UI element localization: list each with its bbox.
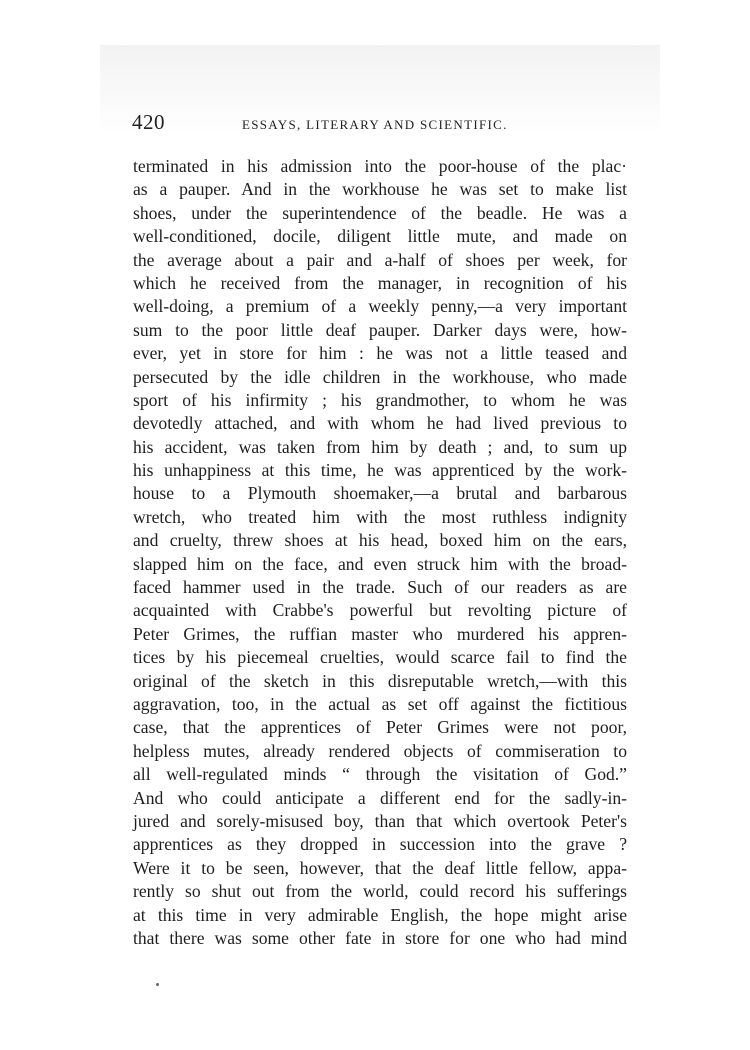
running-head: ESSAYS, LITERARY AND SCIENTIFIC. xyxy=(242,117,508,132)
text-line: jured and sorely-misused boy, than that which overtook Peter's xyxy=(133,810,627,831)
text-line: original of the sketch in this disreputable wretch,—with this xyxy=(133,670,627,691)
text-line: all well-regulated minds “ through the visitation of God.” xyxy=(133,764,627,785)
text-line: aggravation, too, in the actual as set off against the fictitious xyxy=(133,693,627,714)
body-text xyxy=(133,155,627,950)
text-line: apprentices as they dropped in succession into the grave ? xyxy=(133,834,627,855)
text-line: well-doing, a premium of a weekly penny,—a very important xyxy=(133,296,627,317)
text-line: his accident, was taken from him by death ; and, to sum up xyxy=(133,436,627,457)
text-line: that there was some other fate in store for one who had mind xyxy=(133,927,627,948)
text-line: sport of his infirmity ; his grandmother, to whom he was xyxy=(133,389,627,410)
text-line: wretch, who treated him with the most ruthless indignity xyxy=(133,506,627,527)
text-line: terminated in his admission into the poor-house of the plac· xyxy=(133,156,627,176)
text-line: slapped him on the face, and even struck him with the broad- xyxy=(133,553,627,574)
text-line: devotedly attached, and with whom he had lived previous to xyxy=(133,413,627,434)
text-line: And who could anticipate a different end for the sadly-in- xyxy=(133,787,627,808)
text-line: the average about a pair and a-half of shoes per week, for xyxy=(133,249,627,270)
ink-speck xyxy=(156,983,159,986)
text-line: which he received from the manager, in recognition of his xyxy=(133,272,627,293)
text-line: at this time in very admirable English, the hope might arise xyxy=(133,904,627,925)
text-line: as a pauper. And in the workhouse he was set to make list xyxy=(133,179,627,200)
text-line: his unhappiness at this time, he was apprenticed by the work- xyxy=(133,460,627,481)
text-line: and cruelty, threw shoes at his head, boxed him on the ears, xyxy=(133,530,627,551)
text-line: faced hammer used in the trade. Such of our readers as are xyxy=(133,577,627,598)
text-line: helpless mutes, already rendered objects of commiseration to xyxy=(133,740,627,761)
text-line: persecuted by the idle children in the workhouse, who made xyxy=(133,366,627,387)
page-header xyxy=(132,110,627,140)
text-line: Were it to be seen, however, that the deaf little fellow, appa- xyxy=(133,857,627,878)
text-line: sum to the poor little deaf pauper. Darker days were, how- xyxy=(133,319,627,340)
text-line: shoes, under the superintendence of the beadle. He was a xyxy=(133,202,627,223)
text-line: well-conditioned, docile, diligent little mute, and made on xyxy=(133,226,627,247)
text-line: Peter Grimes, the ruffian master who murdered his appren- xyxy=(133,623,627,644)
page-number: 420 xyxy=(132,110,165,134)
text-line: ever, yet in store for him : he was not a little teased and xyxy=(133,343,627,364)
text-line: case, that the apprentices of Peter Grimes were not poor, xyxy=(133,717,627,738)
text-line: tices by his piecemeal cruelties, would scarce fail to find the xyxy=(133,647,627,668)
text-line: house to a Plymouth shoemaker,—a brutal and barbarous xyxy=(133,483,627,504)
text-line: acquainted with Crabbe's powerful but revolting picture of xyxy=(133,600,627,621)
text-line: rently so shut out from the world, could record his sufferings xyxy=(133,881,627,902)
